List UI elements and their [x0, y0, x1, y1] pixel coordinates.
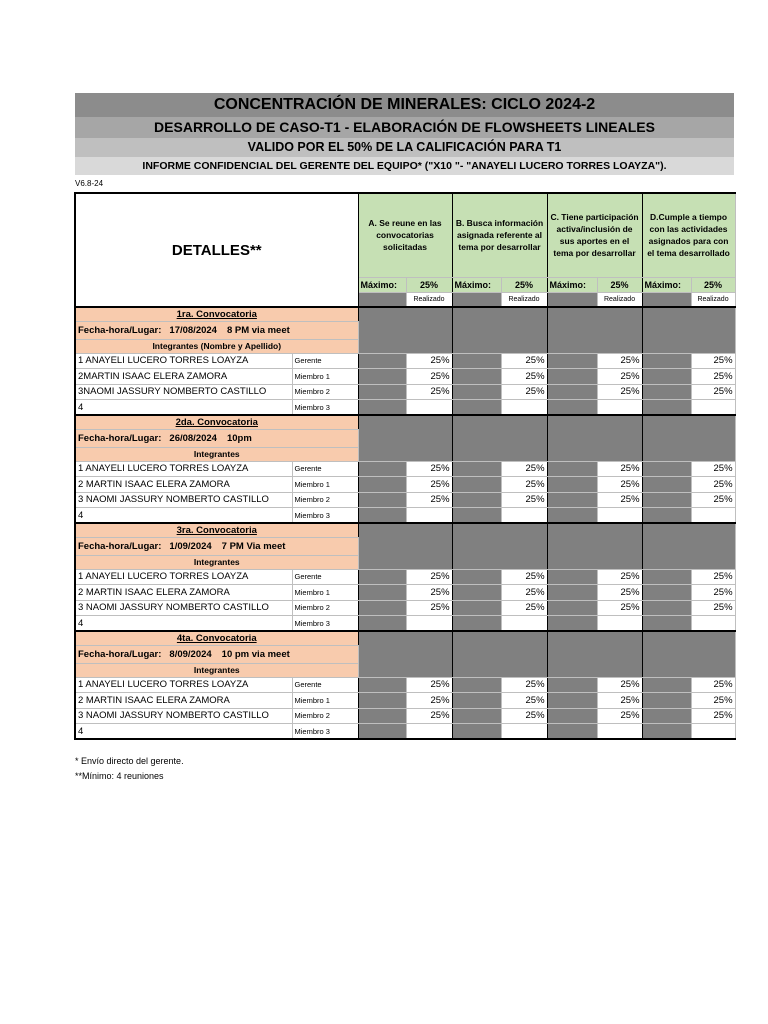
meeting-title: 3ra. Convocatoria [75, 523, 358, 537]
meeting-title: 2da. Convocatoria [75, 415, 358, 429]
member-name: 2 MARTIN ISAAC ELERA ZAMORA [75, 477, 292, 493]
meeting-grey-block [452, 307, 547, 353]
meeting-schedule [75, 645, 358, 663]
score-c [597, 616, 642, 632]
grey-cell [358, 461, 406, 477]
table-row [75, 724, 735, 740]
meeting-date: 1/09/2024 [169, 540, 212, 552]
grey-cell [642, 585, 691, 601]
done-label-c: Realizado [597, 292, 642, 307]
grey-cell [358, 369, 406, 385]
grey-cell [452, 677, 501, 693]
score-a: 25% [406, 492, 452, 508]
score-c: 25% [597, 477, 642, 493]
grey-cell [452, 708, 501, 724]
score-c [597, 724, 642, 740]
member-role: Miembro 2 [292, 384, 358, 400]
score-d: 25% [691, 477, 735, 493]
schedule-label: Fecha-hora/Lugar: [78, 540, 162, 552]
score-d [691, 616, 735, 632]
meeting-time-place: 8 PM via meet [226, 324, 290, 336]
member-role: Miembro 2 [292, 708, 358, 724]
details-header: DETALLES** [75, 193, 358, 307]
grey-cell [642, 616, 691, 632]
score-d: 25% [691, 369, 735, 385]
done-label-b: Realizado [501, 292, 547, 307]
grey-cell [547, 600, 597, 616]
score-d: 25% [691, 461, 735, 477]
score-b: 25% [501, 461, 547, 477]
table-row [75, 708, 735, 724]
score-c: 25% [597, 569, 642, 585]
score-c: 25% [597, 708, 642, 724]
meeting-grey-block [642, 307, 735, 353]
score-a: 25% [406, 677, 452, 693]
score-d [691, 400, 735, 416]
grey-cell [452, 616, 501, 632]
max-value-d: 25% [691, 277, 735, 292]
grey-cell [642, 600, 691, 616]
score-d [691, 508, 735, 524]
score-a: 25% [406, 693, 452, 709]
max-value-a: 25% [406, 277, 452, 292]
table-row [75, 585, 735, 601]
score-a [406, 616, 452, 632]
grey-cell [642, 292, 691, 307]
score-a: 25% [406, 708, 452, 724]
score-c: 25% [597, 461, 642, 477]
footnote-manager: * Envío directo del gerente. [75, 756, 184, 766]
grey-cell [452, 369, 501, 385]
grey-cell [358, 693, 406, 709]
table-row [75, 508, 735, 524]
grey-cell [358, 600, 406, 616]
grey-cell [547, 400, 597, 416]
schedule-label: Fecha-hora/Lugar: [78, 324, 162, 336]
grey-cell [642, 693, 691, 709]
grey-cell [547, 708, 597, 724]
score-b: 25% [501, 569, 547, 585]
score-d [691, 724, 735, 740]
meeting-title: 4ta. Convocatoria [75, 631, 358, 645]
table-row [75, 384, 735, 400]
grey-cell [547, 492, 597, 508]
member-role: Miembro 3 [292, 724, 358, 740]
grey-cell [452, 569, 501, 585]
criterion-b: B. Busca información asignada referente al tema por desarrollar [452, 193, 547, 277]
members-label: Integrantes [75, 555, 358, 569]
grey-cell [547, 369, 597, 385]
meeting-grey-block [642, 523, 735, 569]
table-row [75, 569, 735, 585]
score-c: 25% [597, 384, 642, 400]
member-name: 3 NAOMI JASSURY NOMBERTO CASTILLO [75, 600, 292, 616]
grey-cell [358, 616, 406, 632]
member-role: Miembro 2 [292, 492, 358, 508]
member-name: 4 [75, 616, 292, 632]
grey-cell [452, 384, 501, 400]
grey-cell [452, 492, 501, 508]
max-value-b: 25% [501, 277, 547, 292]
meeting-schedule [75, 429, 358, 447]
table-row [75, 461, 735, 477]
meeting-grey-block [358, 631, 452, 677]
grey-cell [358, 477, 406, 493]
member-role: Miembro 3 [292, 508, 358, 524]
evaluation-table [74, 192, 736, 740]
score-b [501, 724, 547, 740]
grey-cell [547, 292, 597, 307]
meeting-date: 8/09/2024 [169, 648, 212, 660]
meeting-grey-block [547, 415, 642, 461]
member-role: Gerente [292, 353, 358, 369]
grey-cell [358, 708, 406, 724]
meeting-time-place: 7 PM Via meet [221, 540, 286, 552]
grey-cell [642, 477, 691, 493]
score-b: 25% [501, 708, 547, 724]
member-role: Miembro 1 [292, 369, 358, 385]
meeting-date: 26/08/2024 [169, 432, 217, 444]
footnote-minimum: **Mínimo: 4 reuniones [75, 771, 164, 781]
table-row [75, 677, 735, 693]
max-label-c: Máximo: [547, 277, 597, 292]
table-row [75, 600, 735, 616]
score-c: 25% [597, 693, 642, 709]
footnotes [75, 754, 184, 784]
member-role: Miembro 1 [292, 693, 358, 709]
score-b: 25% [501, 677, 547, 693]
score-b [501, 508, 547, 524]
score-b: 25% [501, 353, 547, 369]
score-d: 25% [691, 353, 735, 369]
score-d: 25% [691, 708, 735, 724]
meeting-time-place: 10 pm via meet [221, 648, 290, 660]
grey-cell [642, 461, 691, 477]
grey-cell [547, 461, 597, 477]
score-b: 25% [501, 477, 547, 493]
member-name: 4 [75, 400, 292, 416]
max-label-d: Máximo: [642, 277, 691, 292]
score-a [406, 508, 452, 524]
meeting-time-place: 10pm [226, 432, 252, 444]
member-role: Miembro 3 [292, 400, 358, 416]
document-title: CONCENTRACIÓN DE MINERALES: CICLO 2024-2 [75, 93, 734, 117]
score-a: 25% [406, 600, 452, 616]
grey-cell [452, 693, 501, 709]
grey-cell [547, 616, 597, 632]
meeting-grey-block [358, 415, 452, 461]
score-c: 25% [597, 585, 642, 601]
member-name: 1 ANAYELI LUCERO TORRES LOAYZA [75, 461, 292, 477]
score-c: 25% [597, 353, 642, 369]
meeting-grey-block [547, 307, 642, 353]
grey-cell [358, 585, 406, 601]
score-a [406, 724, 452, 740]
score-a: 25% [406, 353, 452, 369]
grey-cell [452, 353, 501, 369]
meeting-grey-block [452, 523, 547, 569]
grey-cell [642, 353, 691, 369]
member-role: Gerente [292, 461, 358, 477]
meeting-title: 1ra. Convocatoria [75, 307, 358, 321]
grey-cell [642, 569, 691, 585]
member-role: Gerente [292, 677, 358, 693]
document-subtitle: DESARROLLO DE CASO-T1 - ELABORACIÓN DE FLOWSHEETS LINEALES [75, 117, 734, 138]
member-role: Miembro 1 [292, 477, 358, 493]
grey-cell [547, 677, 597, 693]
member-name: 3 NAOMI JASSURY NOMBERTO CASTILLO [75, 708, 292, 724]
grey-cell [547, 508, 597, 524]
score-c [597, 508, 642, 524]
score-a: 25% [406, 384, 452, 400]
members-label: Integrantes [75, 447, 358, 461]
member-name: 3NAOMI JASSURY NOMBERTO CASTILLO [75, 384, 292, 400]
grey-cell [358, 508, 406, 524]
meeting-grey-block [358, 523, 452, 569]
done-label-a: Realizado [406, 292, 452, 307]
table-row [75, 492, 735, 508]
score-d: 25% [691, 384, 735, 400]
grey-cell [358, 384, 406, 400]
grey-cell [547, 477, 597, 493]
validity-note: VALIDO POR EL 50% DE LA CALIFICACIÓN PARA T1 [75, 138, 734, 157]
score-d: 25% [691, 569, 735, 585]
version-label: V6.8-24 [75, 179, 104, 188]
score-b [501, 400, 547, 416]
grey-cell [358, 724, 406, 740]
score-d: 25% [691, 585, 735, 601]
grey-cell [452, 292, 501, 307]
criterion-d: D.Cumple a tiempo con las actividades asignados para con el tema desarrollado [642, 193, 735, 277]
grey-cell [358, 677, 406, 693]
meeting-grey-block [547, 523, 642, 569]
done-label-d: Realizado [691, 292, 735, 307]
grey-cell [547, 384, 597, 400]
score-d: 25% [691, 693, 735, 709]
criterion-a: A. Se reune en las convocatorias solicitadas [358, 193, 452, 277]
member-role: Miembro 1 [292, 585, 358, 601]
member-name: 1 ANAYELI LUCERO TORRES LOAYZA [75, 569, 292, 585]
score-a: 25% [406, 477, 452, 493]
score-b: 25% [501, 492, 547, 508]
member-name: 4 [75, 724, 292, 740]
table-row [75, 693, 735, 709]
grey-cell [642, 708, 691, 724]
table-row [75, 616, 735, 632]
score-c: 25% [597, 369, 642, 385]
grey-cell [452, 724, 501, 740]
grey-cell [452, 600, 501, 616]
meeting-grey-block [642, 415, 735, 461]
grey-cell [452, 400, 501, 416]
score-b: 25% [501, 369, 547, 385]
meeting-grey-block [642, 631, 735, 677]
report-note: INFORME CONFIDENCIAL DEL GERENTE DEL EQUIPO* ("X10 "- "ANAYELI LUCERO TORRES LOAYZA"). [75, 157, 734, 175]
grey-cell [642, 677, 691, 693]
table-row [75, 353, 735, 369]
grey-cell [358, 492, 406, 508]
member-role: Miembro 3 [292, 616, 358, 632]
meeting-grey-block [358, 307, 452, 353]
member-name: 4 [75, 508, 292, 524]
grey-cell [358, 400, 406, 416]
score-d: 25% [691, 600, 735, 616]
grey-cell [547, 353, 597, 369]
grey-cell [452, 508, 501, 524]
meeting-grey-block [547, 631, 642, 677]
schedule-label: Fecha-hora/Lugar: [78, 432, 162, 444]
score-a: 25% [406, 569, 452, 585]
member-role: Gerente [292, 569, 358, 585]
member-name: 2 MARTIN ISAAC ELERA ZAMORA [75, 693, 292, 709]
grey-cell [642, 369, 691, 385]
grey-cell [547, 585, 597, 601]
score-b: 25% [501, 384, 547, 400]
max-label-a: Máximo: [358, 277, 406, 292]
max-value-c: 25% [597, 277, 642, 292]
score-b: 25% [501, 693, 547, 709]
member-role: Miembro 2 [292, 600, 358, 616]
members-label: Integrantes (Nombre y Apellido) [75, 339, 358, 353]
member-name: 1 ANAYELI LUCERO TORRES LOAYZA [75, 353, 292, 369]
score-c: 25% [597, 600, 642, 616]
member-name: 1 ANAYELI LUCERO TORRES LOAYZA [75, 677, 292, 693]
meeting-schedule [75, 537, 358, 555]
member-name: 2 MARTIN ISAAC ELERA ZAMORA [75, 585, 292, 601]
grey-cell [452, 585, 501, 601]
criterion-c: C. Tiene participación activa/inclusión de sus aportes en el tema por desarrollar [547, 193, 642, 277]
meeting-grey-block [452, 631, 547, 677]
score-b [501, 616, 547, 632]
score-a: 25% [406, 369, 452, 385]
grey-cell [547, 724, 597, 740]
member-name: 2MARTIN ISAAC ELERA ZAMORA [75, 369, 292, 385]
member-name: 3 NAOMI JASSURY NOMBERTO CASTILLO [75, 492, 292, 508]
schedule-label: Fecha-hora/Lugar: [78, 648, 162, 660]
score-d: 25% [691, 677, 735, 693]
grey-cell [358, 569, 406, 585]
score-b: 25% [501, 585, 547, 601]
grey-cell [642, 384, 691, 400]
grey-cell [358, 353, 406, 369]
grey-cell [642, 724, 691, 740]
score-b: 25% [501, 600, 547, 616]
table-row [75, 369, 735, 385]
grey-cell [642, 400, 691, 416]
score-a: 25% [406, 585, 452, 601]
score-c: 25% [597, 677, 642, 693]
score-c: 25% [597, 492, 642, 508]
meeting-schedule [75, 321, 358, 339]
max-label-b: Máximo: [452, 277, 501, 292]
meeting-grey-block [452, 415, 547, 461]
grey-cell [642, 492, 691, 508]
score-a [406, 400, 452, 416]
meeting-date: 17/08/2024 [169, 324, 217, 336]
grey-cell [547, 693, 597, 709]
grey-cell [358, 292, 406, 307]
members-label: Integrantes [75, 663, 358, 677]
table-row [75, 400, 735, 416]
grey-cell [452, 461, 501, 477]
score-d: 25% [691, 492, 735, 508]
table-row [75, 477, 735, 493]
score-a: 25% [406, 461, 452, 477]
grey-cell [547, 569, 597, 585]
score-c [597, 400, 642, 416]
grey-cell [642, 508, 691, 524]
grey-cell [452, 477, 501, 493]
